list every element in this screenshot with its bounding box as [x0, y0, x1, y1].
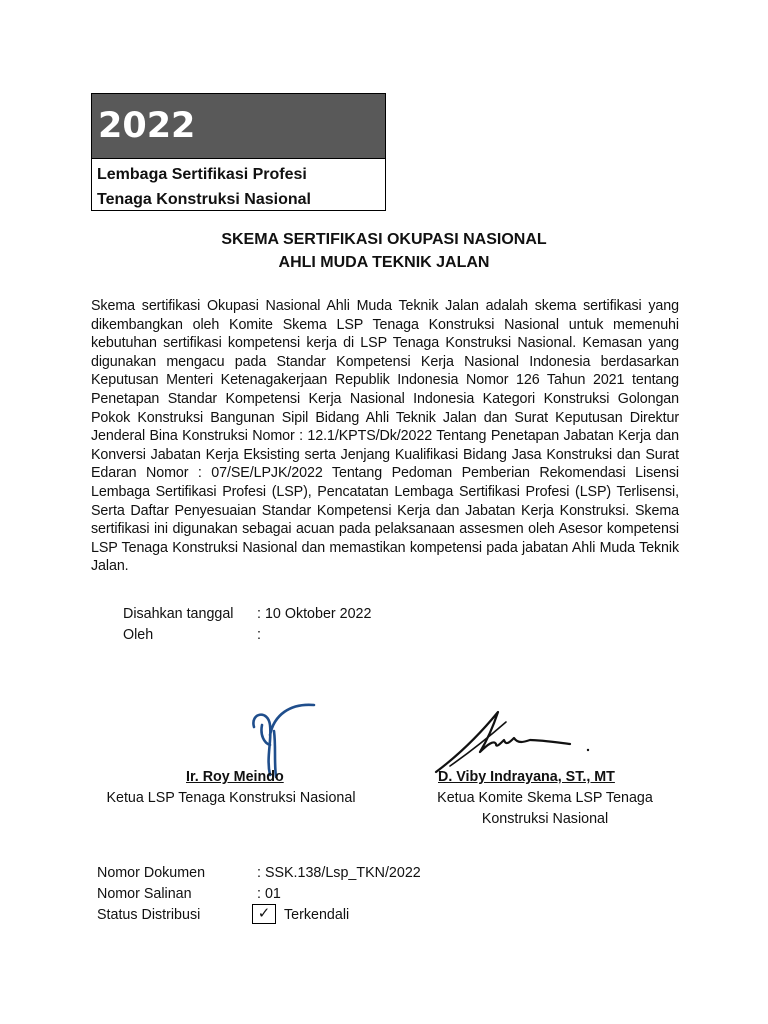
body-paragraph: Skema sertifikasi Okupasi Nasional Ahli Muda Teknik Jalan adalah skema sertifikasi yang dikembangkan oleh Komite Skema LSP Tenaga Konstruksi Nasional untuk memenuhi kebutuhan sertifikasi kompetensi kerja di LSP Tenaga Konstruksi Nasional. Kemasan yang digunakan mengacu pada Standar Kompetensi Kerja Nasional Indonesia berdasarkan Keputusan Menteri Ketenagakerjaan Republik Indonesia Nomor 126 Tahun 2021 tentang Penetapan Standar Kompetensi Kerja Nasional Indonesia Kategori Konstruksi Golongan Pokok Konstruksi Bangunan Sipil Bidang Ahli Teknik Jalan dan Surat Keputusan Direktur Jenderal Bina Konstruksi Nomor : 12.1/KPTS/Dk/2022 Tentang Penetapan Jabatan Kerja dan Konversi Jabatan Kerja Eksisting serta Jenjang Kualifikasi Bidang Jasa Konstruksi dan Surat Edaran Nomor : 07/SE/LPJK/2022 Tentang Pedoman Pemberian Rekomendasi Lisensi Lembaga Sertifikasi Profesi (LSP), Pencatatan Lembaga Sertifikasi Profesi (LSP) Terlisensi, Serta Daftar Penyesuaian Standar Kompetensi Kerja dan Jabatan Kerja Konstruksi. Skema sertifikasi ini digunakan sebagai acuan pada pelaksanaan assesmen oleh Asesor kompetensi LSP Tenaga Konstruksi Nasional dan memastikan kompetensi pada jabatan Ahli Muda Teknik Jalan. [91, 298, 679, 575]
approval-date-value: : 10 Oktober 2022 [257, 606, 372, 622]
left-signatory-name: Ir. Roy Meindo [186, 769, 284, 785]
left-signatory-role: Ketua LSP Tenaga Konstruksi Nasional [106, 790, 356, 806]
org-line-2: Tenaga Konstruksi Nasional [97, 191, 311, 208]
distribution-checkbox[interactable]: ✓ [252, 904, 276, 924]
doc-number-value: : SSK.138/Lsp_TKN/2022 [257, 865, 421, 881]
distribution-status-value: Terkendali [284, 907, 350, 923]
copy-number-value: : 01 [257, 886, 281, 902]
right-signatory-role [400, 788, 690, 830]
approval-date-label: Disahkan tanggal [123, 606, 234, 622]
title-line-1: SKEMA SERTIFIKASI OKUPASI NASIONAL [221, 231, 547, 248]
distribution-status-label: Status Distribusi [97, 907, 201, 923]
document-title [0, 228, 768, 274]
organization-name [92, 158, 385, 212]
year-label: 2022 [92, 94, 385, 158]
right-role-line-2: Konstruksi Nasional [481, 811, 609, 827]
org-line-1: Lembaga Sertifikasi Profesi [97, 166, 307, 183]
approval-by-value: : [257, 627, 261, 643]
title-line-2: AHLI MUDA TEKNIK JALAN [278, 254, 490, 271]
copy-number-label: Nomor Salinan [97, 886, 192, 902]
right-signature-image [430, 700, 600, 780]
right-signatory-name: D. Viby Indrayana, ST., MT [438, 769, 615, 785]
right-role-line-1: Ketua Komite Skema LSP Tenaga [437, 790, 653, 806]
approval-by-label: Oleh [123, 627, 154, 643]
doc-number-label: Nomor Dokumen [97, 865, 206, 881]
year-header-box [91, 93, 386, 211]
